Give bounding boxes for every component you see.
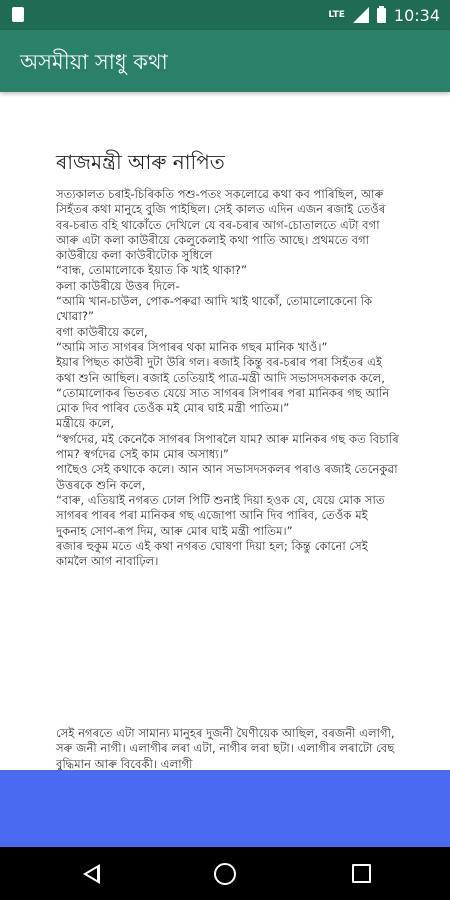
story-paragraph: “বাৰু, এতিয়াই নগৰত ঢোল পিটি শুনাই দিয়া হওক যে, যেয়ে মোক সাত সাগৰৰ পাৰৰ পৰা মানিকৰ গছ এজোপা আনি দিব পাৰিব, তেওঁক মই দুকনাহ সোণ-ৰূপ দিম, আৰু মোৰ ঘাই মন্ত্ৰী পাতিম।” — [56, 492, 385, 538]
story-paragraph: “স্বৰ্গদেৱ, মই কেনেকৈ সাগৰৰ সিপাৰলৈ যাম? আৰু মানিকৰ গছ কত বিচাৰি পাম? স্বৰ্গদেৱ সেই কাম মোৰ অসাধ্য।” — [56, 431, 399, 462]
back-icon[interactable] — [83, 864, 100, 884]
recents-icon[interactable] — [352, 864, 371, 883]
story-paragraph: ৰজাৰ হুকুম মতে এই কথা নগৰত ঘোষণা দিয়া হল; কিন্তু কোনো সেই কামলৈ আগ নাবাঢ়িল। — [56, 538, 368, 569]
status-indicators — [328, 0, 440, 30]
ad-banner[interactable] — [0, 770, 450, 847]
story-paragraph: “বান্ধ, তোমালোকে ইয়াত কি খাই থাকা?” — [56, 263, 247, 278]
app-title: অসমীয়া সাধু কথা — [20, 50, 168, 74]
network-type-label: LTE — [328, 9, 345, 20]
signal-icon — [353, 7, 369, 23]
navigation-bar — [0, 847, 450, 900]
story-paragraph: কলা কাউৰীয়ে উত্তৰ দিলে- — [56, 278, 180, 293]
status-bar — [0, 0, 450, 30]
story-paragraph: পাছৈও সেই কথাকে কলে। আন আন সভাসদসকলৰ পৰাও ৰজাই তেনেকুৱা উত্তৰকে শুনি কলে, — [56, 462, 398, 492]
story-paragraph: মন্ত্ৰীয়ে কলে, — [56, 416, 115, 431]
home-icon[interactable] — [214, 863, 236, 885]
sd-card-icon — [12, 7, 24, 22]
story-body — [56, 187, 401, 569]
story-content[interactable] — [0, 92, 450, 770]
story-paragraph: “তোমালোকৰ ভিতৰত যেয়ে সাত সাগৰৰ সিপাৰৰ পৰা মানিকৰ গছ আনি মোক দিব পাৰিব তেওঁক মই মোৰ ঘাই মন্ত্ৰী পাতিম।” — [56, 385, 390, 416]
story-next-paragraph: সেই নগৰতে এটা সামান্য মানুহৰ দুজনী ঘৈণীয়েক আছিল, বৰজনী এলাগী, সৰু জনী নাগী। এলাগীৰ লৰা এটা, নাগীৰ লৰা ছটা। এলাগীৰ লৰাটো বেছ বুদ্ধিমান আৰু বিবেকী। এলাগী — [56, 726, 395, 770]
battery-icon — [377, 8, 386, 23]
story-paragraph: “আমি সাত সাগৰৰ সিপাৰৰ থকা মানিক গছৰ মানিক খাওঁ।” — [56, 339, 328, 354]
clock: 10:34 — [393, 5, 440, 25]
story-paragraph: “আমি খান-চাউল, পোক-পৰুৱা আদি খাই থাকোঁ, তোমালোকেনো কি খোৱা?” — [56, 294, 373, 324]
story-paragraph: সত্যকালত চৰাই-চিৰিকতি পশু-পতং সকলোৱে কথা কব পাৰিছিল, আৰু সিহঁতৰ কথা মানুহে বুজি পাইছিল। সেই কালত এদিন এজন ৰজাই তেওঁৰ বৰ-চৰাত বহি থাকোঁতে দেখিলে যে বৰ-চৰাৰ আগ-চোতালতে এটা বগা আৰু এটা কলা কাউৰীয়ে কেলুকেলাই কথা পাতি আছে। প্ৰথমতে বগা কাউৰীয়ে কলা কাউৰীটোক সুধিলে — [56, 187, 386, 263]
app-bar — [0, 30, 450, 92]
story-paragraph: বগা কাউৰীয়ে কলে, — [56, 324, 148, 339]
story-paragraph: ইয়াৰ পিছত কাউৰী দুটা উৰি গল। ৰজাই কিন্তু বৰ-চৰাৰ পৰা সিহঁতৰ এই কথা শুনি আছিল। ৰজাই তেতিয়াই পাত্ৰ-মন্ত্ৰী আদি সভাসদসকলক কলে, — [56, 355, 385, 385]
story-title: ৰাজমন্ত্ৰী আৰু নাপিত — [56, 150, 225, 174]
